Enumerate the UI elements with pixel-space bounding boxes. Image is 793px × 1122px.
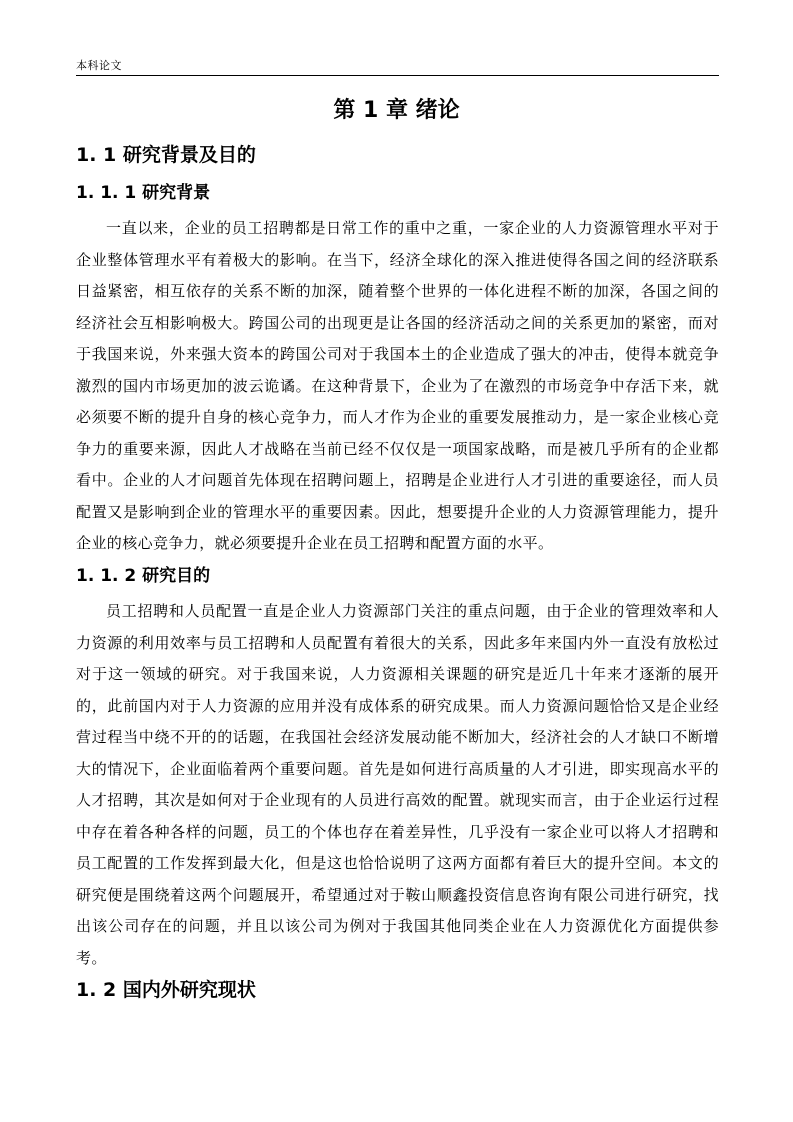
section-heading-1-2: 1. 2 国内外研究现状 [76,979,256,1001]
section-heading-1-1: 1. 1 研究背景及目的 [76,144,256,166]
body-paragraph-background: 一直以来，企业的员工招聘都是日常工作的重中之重，一家企业的人力资源管理水平对于企业整体管理水平有着极大的影响。在当下，经济全球化的深入推进使得各国之间的经济联系日益紧密，相互依存的关系不断的加深，随着整个世界的一体化进程不断的加深，各国之间的经济社会互相影响极大。跨国公司的出现更是让各国的经济活动之间的关系更加的紧密，而对于我国来说，外来强大资本的跨国公司对于我国本土的企业造成了强大的冲击，使得本就竞争激烈的国内市场更加的波云诡谲。在这种背景下，企业为了在激烈的市场竞争中存活下来，就必须要不断的提升自身的核心竞争力，而人才作为企业的重要发展推动力，是一家企业核心竞争力的重要来源，因此人才战略在当前已经不仅仅是一项国家战略，而是被几乎所有的企业都看中。企业的人才问题首先体现在招聘问题上，招聘是企业进行人才引进的重要途径，而人员配置又是影响到企业的管理水平的重要因素。因此，想要提升企业的人力资源管理能力，提升企业的核心竞争力，就必须要提升企业在员工招聘和配置方面的水平。 [76,219,719,552]
header-divider [76,75,719,76]
body-paragraph-purpose: 员工招聘和人员配置一直是企业人力资源部门关注的重点问题，由于企业的管理效率和人力资源的利用效率与员工招聘和人员配置有着很大的关系，因此多年来国内外一直没有放松过对于这一领域的研究。对于我国来说，人力资源相关课题的研究是近几十年来才逐渐的展开的，此前国内对于人力资源的应用并没有成体系的研究成果。而人力资源问题恰恰又是企业经营过程当中绕不开的的话题，在我国社会经济发展动能不断加大，经济社会的人才缺口不断增大的情况下，企业面临着两个重要问题。首先是如何进行高质量的人才引进，即实现高水平的人才招聘，其次是如何对于企业现有的人员进行高效的配置。就现实而言，由于企业运行过程中存在着各种各样的问题，员工的个体也存在着差异性，几乎没有一家企业可以将人才招聘和员工配置的工作发挥到最大化，但是这也恰恰说明了这两方面都有着巨大的提升空间。本文的研究便是围绕着这两个问题展开，希望通过对于鞍山顺鑫投资信息咨询有限公司进行研究，找出该公司存在的问题，并且以该公司为例对于我国其他同类企业在人力资源优化方面提供参考。 [76,602,719,967]
subsection-heading-1-1-2: 1. 1. 2 研究目的 [76,566,211,586]
subsection-heading-1-1-1: 1. 1. 1 研究背景 [76,183,211,203]
running-header: 本科论文 [76,59,122,72]
chapter-title: 第 1 章 绪论 [333,98,460,123]
